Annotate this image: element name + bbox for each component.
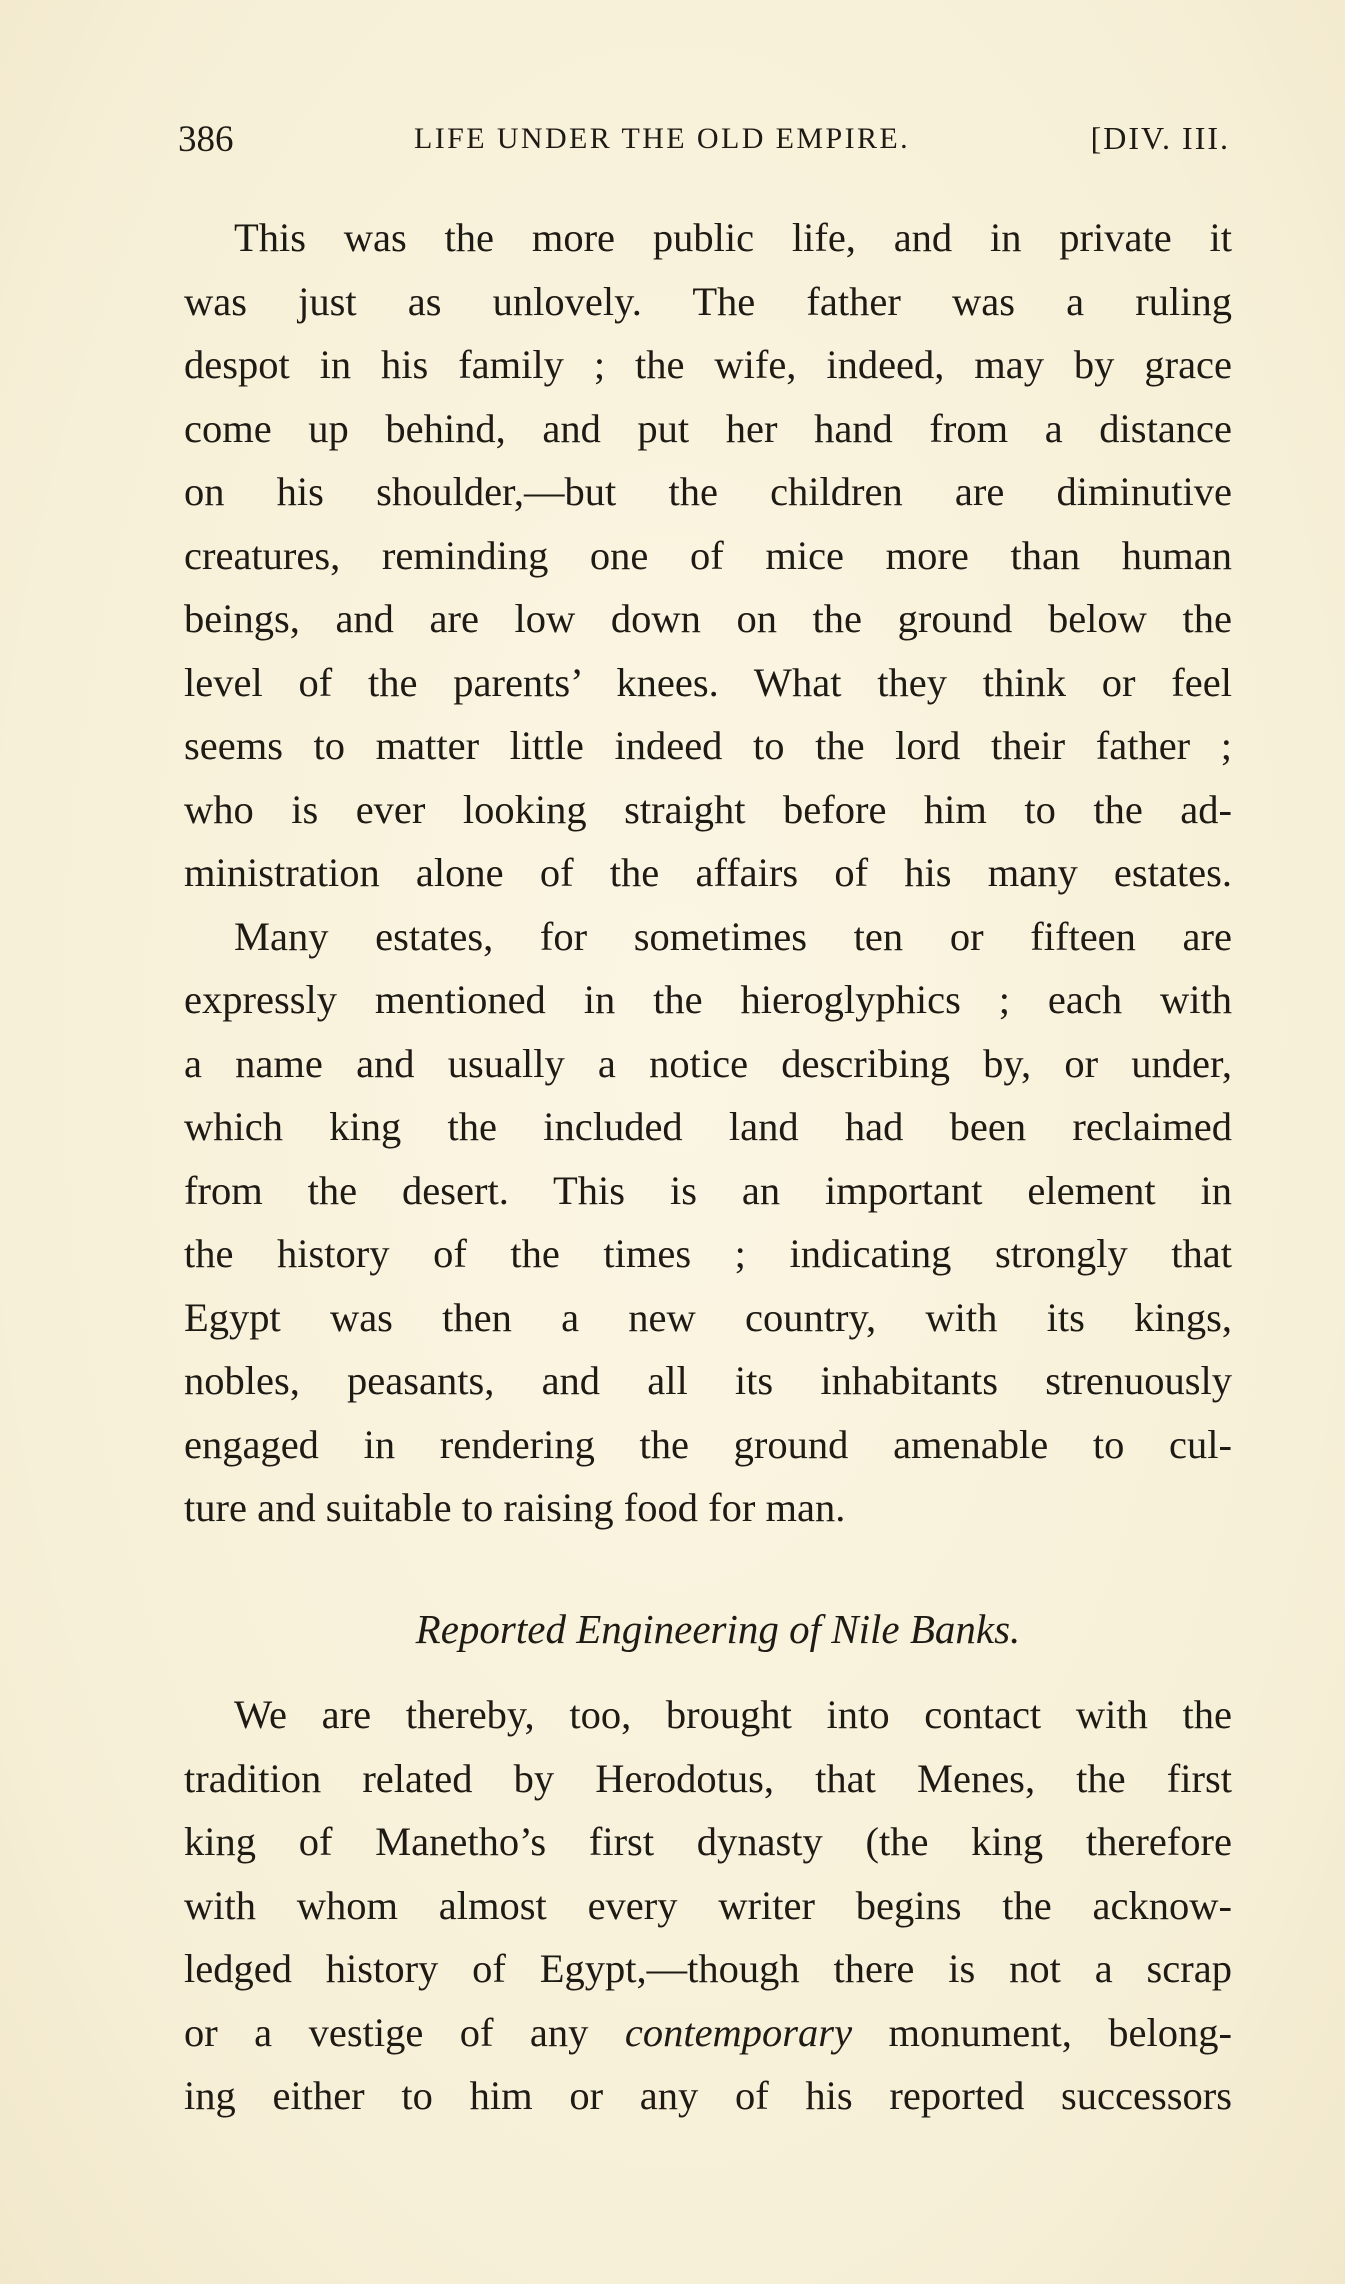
paragraph-1-line: come up behind, and put her hand from a distance: [184, 405, 1232, 451]
paragraph-2-line: engaged in rendering the ground amenable to cul-: [184, 1421, 1232, 1467]
paragraph-2-line: nobles, peasants, and all its inhabitants strenuously: [184, 1358, 1232, 1403]
paragraph-2-line: the history of the times ; indicating strongly that: [184, 1231, 1232, 1276]
paragraph-3-line: with whom almost every writer begins the acknow-: [184, 1882, 1232, 1928]
paragraph-3-line: ing either to him or any of his reported successors: [184, 2073, 1232, 2118]
paragraph-1-line: on his shoulder,—but the children are diminutive: [184, 469, 1232, 514]
division-label: [DIV. III.: [1090, 120, 1230, 156]
paragraph-2-line: a name and usually a notice describing by, or under,: [184, 1040, 1232, 1086]
paragraph-3-line: king of Manetho’s first dynasty (the king therefore: [184, 1819, 1232, 1864]
paragraph-3-line-with-italic: [184, 2001, 1232, 2065]
paragraph-1-line: This was the more public life, and in private it: [234, 215, 1232, 260]
page-number: 386: [178, 119, 234, 160]
running-title: LIFE UNDER THE OLD EMPIRE.: [414, 122, 910, 155]
italic-word: contemporary: [624, 2009, 853, 2055]
line-text-start: or a vestige of any: [184, 2009, 625, 2055]
running-head: [178, 112, 1230, 166]
paragraph-1-line: who is ever looking straight before him to the ad-: [184, 786, 1232, 832]
line-text-end: monument, belong-: [852, 2009, 1232, 2055]
paragraph-2-line: expressly mentioned in the hieroglyphics ; each with: [184, 977, 1232, 1022]
paragraph-2-line: ture and suitable to raising food for man.: [184, 1485, 846, 1530]
paragraph-1-line: beings, and are low down on the ground below the: [184, 596, 1232, 641]
paragraph-1-line: seems to matter little indeed to the lord their father ;: [184, 723, 1232, 768]
paragraph-1-line: despot in his family ; the wife, indeed, may by grace: [184, 342, 1232, 387]
paragraph-2-line: Many estates, for sometimes ten or fifteen are: [234, 913, 1232, 959]
paragraph-2-line: Egypt was then a new country, with its kings,: [184, 1294, 1232, 1340]
section-heading: Reported Engineering of Nile Banks.: [415, 1605, 1021, 1652]
paragraph-1-line: creatures, reminding one of mice more than human: [184, 532, 1232, 578]
paragraph-1-line: level of the parents’ knees. What they think or feel: [184, 659, 1232, 705]
paragraph-3-line: ledged history of Egypt,—though there is not a scrap: [184, 1946, 1232, 1991]
paragraph-3-line: We are thereby, too, brought into contact with the: [234, 1692, 1232, 1737]
paragraph-1-line: ministration alone of the affairs of his many estates.: [184, 850, 1232, 895]
paragraph-2-line: from the desert. This is an important element in: [184, 1167, 1232, 1213]
paragraph-2-line: which king the included land had been reclaimed: [184, 1104, 1232, 1149]
body-text: [184, 206, 1232, 2128]
paragraph-3-line: tradition related by Herodotus, that Menes, the first: [184, 1755, 1232, 1801]
paragraph-1-line: was just as unlovely. The father was a ruling: [184, 278, 1232, 324]
